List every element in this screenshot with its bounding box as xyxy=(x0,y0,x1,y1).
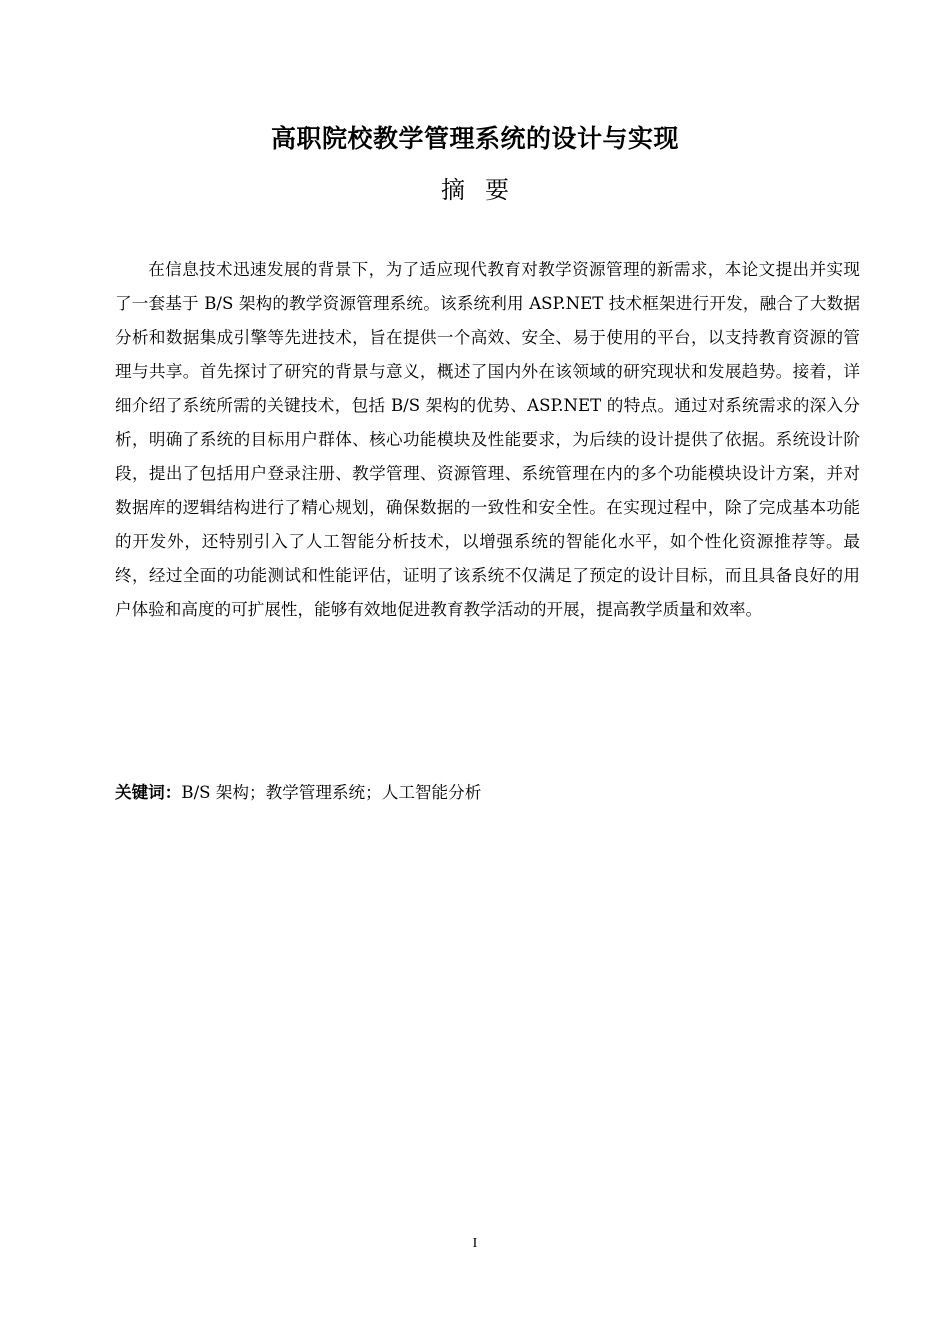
keywords-text: B/S 架构；教学管理系统；人工智能分析 xyxy=(181,783,482,802)
keywords-line xyxy=(115,777,860,809)
abstract-heading: 摘要 xyxy=(441,176,529,204)
page-number: I xyxy=(472,1236,478,1251)
paper-title: 高职院校教学管理系统的设计与实现 xyxy=(270,124,679,153)
keywords-label: 关键词： xyxy=(115,783,182,802)
abstract-body: 在信息技术迅速发展的背景下，为了适应现代教育对教学资源管理的新需求，本论文提出并实现了一套基于 B/S 架构的教学资源管理系统。该系统利用 ASP.NET 技术框架进行开发，融合了大数据分析和数据集成引擎等先进技术，旨在提供一个高效、安全、易于使用的平台，以支持教育资源的管理与共享。首先探讨了研究的背景与意义，概述了国内外在该领域的研究现状和发展趋势。接着，详细介绍了系统所需的关键技术，包括 B/S 架构的优势、ASP.NET 的特点。通过对系统需求的深入分析，明确了系统的目标用户群体、核心功能模块及性能要求，为后续的设计提供了依据。系统设计阶段，提出了包括用户登录注册、教学管理、资源管理、系统管理在内的多个功能模块设计方案，并对数据库的逻辑结构进行了精心规划，确保数据的一致性和安全性。在实现过程中，除了完成基本功能的开发外，还特别引入了人工智能分析技术，以增强系统的智能化水平，如个性化资源推荐等。最终，经过全面的功能测试和性能评估，证明了该系统不仅满足了预定的设计目标，而且具备良好的用户体验和高度的可扩展性，能够有效地促进教育教学活动的开展，提高教学质量和效率。 xyxy=(115,260,860,619)
